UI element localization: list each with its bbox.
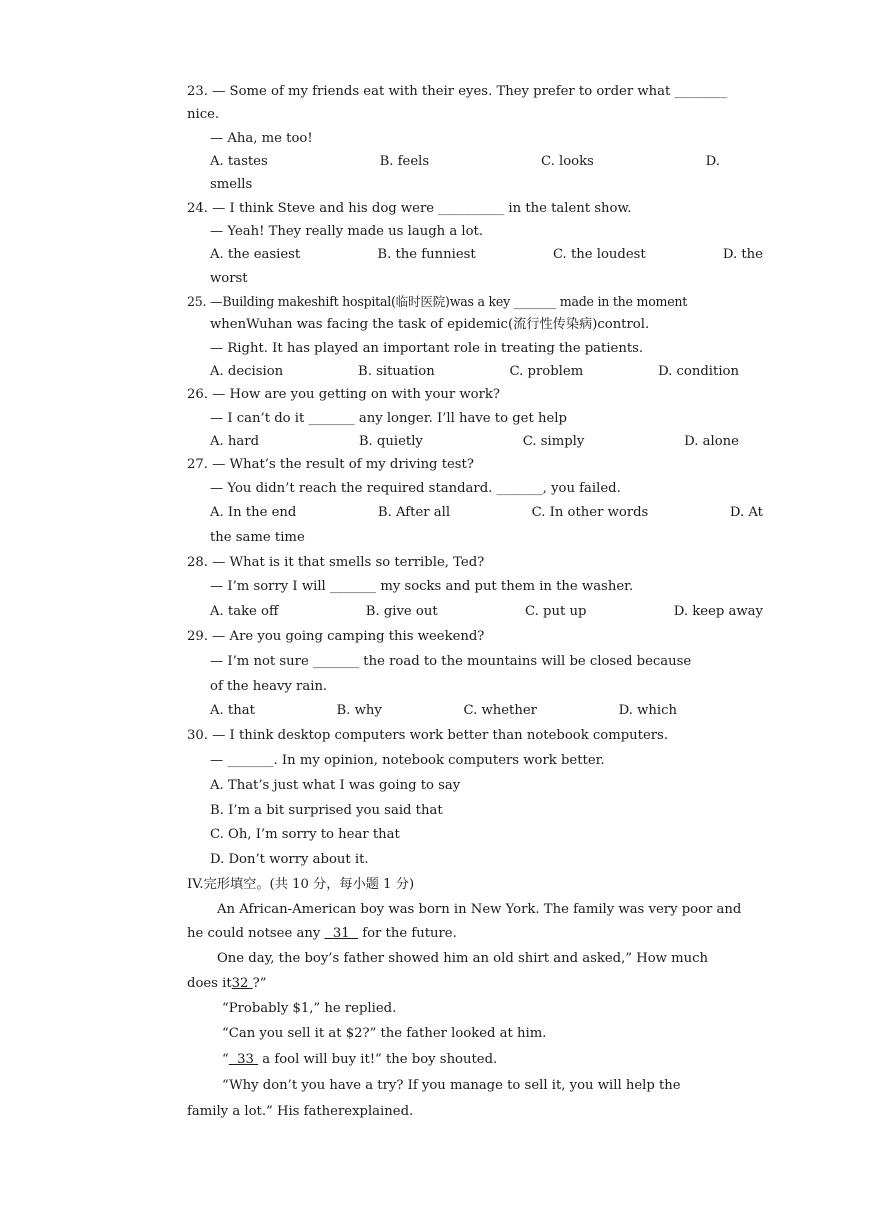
option-c: C. whether — [463, 703, 537, 718]
passage-line: “Probably $1,” he replied. — [222, 1001, 397, 1016]
question-24-reply: — Yeah! They really made us laugh a lot. — [210, 224, 484, 239]
option-a: A. decision — [210, 364, 284, 379]
question-26-options — [210, 433, 763, 451]
question-29-reply: — I’m not sure _______ the road to the mountains will be closed because — [210, 654, 692, 669]
option-c: C. the loudest — [552, 247, 646, 262]
question-23-reply: — Aha, me too! — [210, 131, 313, 146]
option-c: C. In other words — [531, 505, 649, 520]
option-c: C. put up — [525, 604, 587, 619]
passage-line: An African-American boy was born in New York. The family was very poor and — [217, 902, 742, 917]
question-24-option-d-cont: worst — [210, 271, 248, 286]
question-28-reply: — I’m sorry I will _______ my socks and put them in the washer. — [210, 579, 634, 594]
question-26-reply: — I can’t do it _______ any longer. I’ll have to get help — [210, 411, 567, 426]
option-c: C. problem — [509, 364, 584, 379]
question-27-reply: — You didn’t reach the required standard. _______, you failed. — [210, 481, 621, 496]
section-heading: IV.完形填空。(共 10 分，每小题 1 分) — [187, 877, 415, 892]
question-23-stem: 23. — Some of my friends eat with their eyes. They prefer to order what ________ — [187, 84, 728, 99]
option-d: D. condition — [658, 364, 739, 379]
option-a: A. hard — [210, 434, 260, 449]
option-d: D. — [705, 154, 720, 169]
option-a: A. take off — [210, 604, 279, 619]
question-30-stem: 30. — I think desktop computers work better than notebook computers. — [187, 728, 669, 743]
option-b: B. why — [336, 703, 382, 718]
passage-line: does it32 ?” — [187, 976, 267, 991]
question-23-stem-cont: nice. — [187, 107, 220, 122]
question-30-option-c: C. Oh, I’m sorry to hear that — [210, 827, 400, 842]
option-d: D. keep away — [673, 604, 763, 619]
option-a: A. In the end — [210, 505, 297, 520]
question-25-stem-cont: whenWuhan was facing the task of epidemic(流行性传染病)control. — [210, 317, 650, 332]
passage-line: “Can you sell it at $2?” the father looked at him. — [222, 1026, 547, 1041]
question-25-reply: — Right. It has played an important role in treating the patients. — [210, 341, 644, 356]
option-a: A. the easiest — [210, 247, 301, 262]
question-29-reply-cont: of the heavy rain. — [210, 679, 328, 694]
question-25-stem: 25. —Building makeshift hospital(临时医院)was a key _______ made in the moment — [187, 294, 688, 309]
question-27-stem: 27. — What’s the result of my driving test? — [187, 457, 474, 472]
option-d: D. which — [618, 703, 677, 718]
question-30-option-d: D. Don’t worry about it. — [210, 852, 369, 867]
question-27-option-d-cont: the same time — [210, 530, 305, 545]
option-d: D. alone — [684, 434, 739, 449]
question-27-options — [210, 504, 763, 522]
option-b: B. feels — [379, 154, 430, 169]
passage-line: “ 33 a fool will buy it!” the boy shouted. — [222, 1052, 498, 1067]
option-d: D. the — [722, 247, 763, 262]
passage-line: family a lot.” His fatherexplained. — [187, 1104, 414, 1119]
passage-line: he could notsee any 31 for the future. — [187, 926, 457, 941]
blank-33: 33 — [228, 1052, 259, 1067]
option-d: D. At — [729, 505, 763, 520]
passage-line: “Why don’t you have a try? If you manage to sell it, you will help the — [222, 1078, 681, 1093]
question-29-options — [210, 702, 763, 720]
question-30-option-a: A. That’s just what I was going to say — [210, 778, 461, 793]
question-23-options — [210, 153, 763, 171]
question-29-stem: 29. — Are you going camping this weekend? — [187, 629, 485, 644]
option-b: B. give out — [365, 604, 438, 619]
question-24-stem: 24. — I think Steve and his dog were __________ in the talent show. — [187, 201, 632, 216]
option-c: C. looks — [540, 154, 594, 169]
option-b: B. quietly — [358, 434, 423, 449]
option-b: B. the funniest — [377, 247, 476, 262]
question-24-options — [210, 246, 763, 264]
blank-31: 31 — [324, 926, 359, 941]
question-28-stem: 28. — What is it that smells so terrible, Ted? — [187, 555, 485, 570]
question-28-options — [210, 603, 763, 621]
option-a: A. tastes — [210, 154, 268, 169]
question-25-options — [210, 363, 763, 381]
question-26-stem: 26. — How are you getting on with your work? — [187, 387, 500, 402]
option-b: B. After all — [377, 505, 451, 520]
option-c: C. simply — [522, 434, 585, 449]
option-a: A. that — [210, 703, 255, 718]
question-30-option-b: B. I’m a bit surprised you said that — [210, 803, 443, 818]
passage-line: One day, the boy’s father showed him an old shirt and asked,” How much — [217, 951, 709, 966]
blank-32: 32 — [231, 976, 253, 991]
option-b: B. situation — [358, 364, 435, 379]
question-30-reply: — _______. In my opinion, notebook computers work better. — [210, 753, 605, 768]
question-23-option-d-cont: smells — [210, 177, 253, 192]
